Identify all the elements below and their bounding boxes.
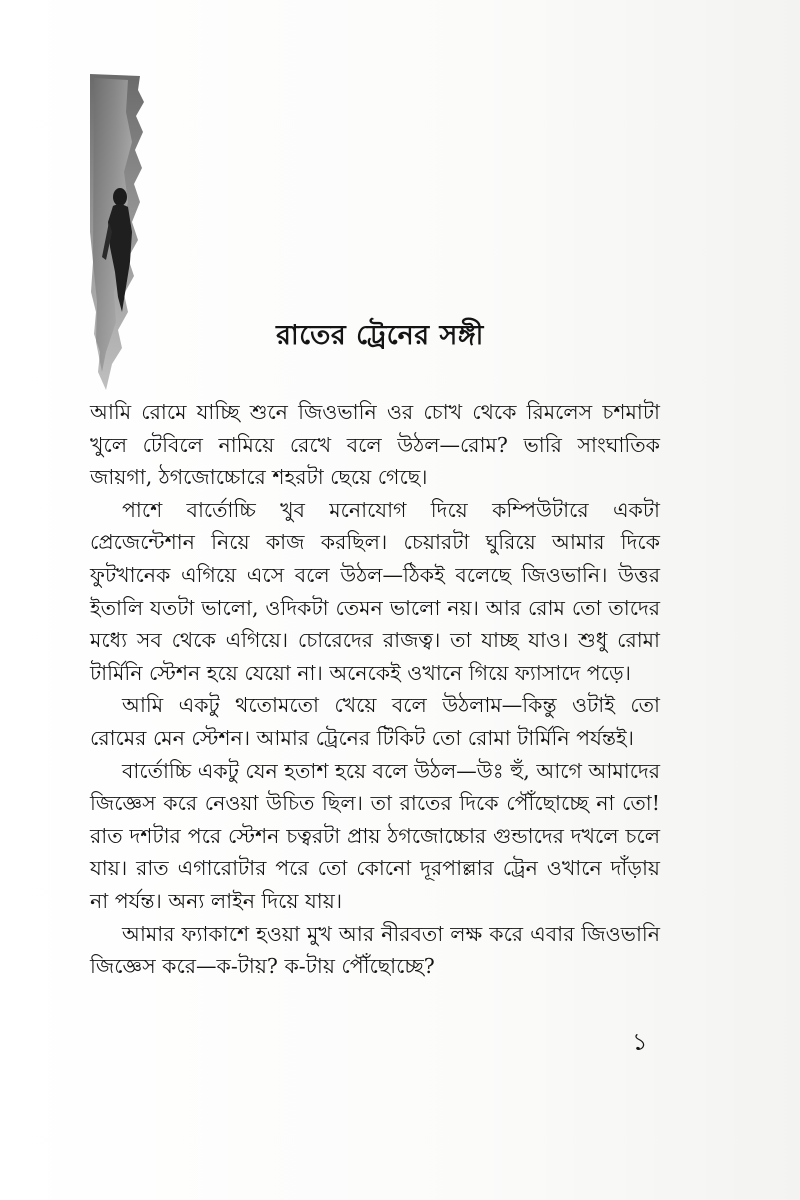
chapter-ornament-figure bbox=[88, 72, 158, 392]
paragraph-4: বার্তোচ্চি একটু যেন হতাশ হয়ে বলে উঠল—উঃ হুঁ, আগে আমাদের জিজ্ঞেস করে নেওয়া উচিত ছিল। তা রাতের দিকে পৌঁছোচ্ছে না তো! রাত দশটার পরে স্টেশন চত্বরটা প্রায় ঠগজোচ্চোর গুন্ডাদের দখলে চলে যায়। রাত এগারোটার পরে তো কোনো দূরপাল্লার ট্রেন ওখানে দাঁড়ায় না পর্যন্ত। অন্য লাইন দিয়ে যায়। bbox=[90, 758, 660, 913]
page-number: ১ bbox=[632, 1028, 648, 1056]
paragraph-5: আমার ফ্যাকাশে হওয়া মুখ আর নীরবতা লক্ষ করে এবার জিওভানি জিজ্ঞেস করে—ক-টায়? ক-টায় পৌঁছোচ্ছে? bbox=[90, 921, 660, 979]
story-body bbox=[90, 396, 660, 983]
paragraph-2: পাশে বার্তোচ্চি খুব মনোযোগ দিয়ে কম্পিউটারে একটা প্রেজেন্টেশান নিয়ে কাজ করছিল। চেয়ারটা ঘুরিয়ে আমার দিকে ফুটখানেক এগিয়ে এসে বলে উঠল—ঠিকই বলেছে জিওভানি। উত্তর ইতালি যতটা ভালো, ওদিকটা তেমন ভালো নয়। আর রোম তো তাদের মধ্যে সব থেকে এগিয়ে। চোরেদের রাজত্ব। তা যাচ্ছ যাও। শুধু রোমা টার্মিনি স্টেশন হয়ে যেয়ো না। অনেকেই ওখানে গিয়ে ফ্যাসাদে পড়ে। bbox=[90, 497, 660, 685]
paragraph-1: আমি রোমে যাচ্ছি শুনে জিওভানি ওর চোখ থেকে রিমলেস চশমাটা খুলে টেবিলে নামিয়ে রেখে বলে উঠল—রোম? ভারি সাংঘাতিক জায়গা, ঠগজোচ্চোরে শহরটা ছেয়ে গেছে। bbox=[90, 400, 660, 490]
chapter-title: রাতের ট্রেনের সঙ্গী bbox=[276, 320, 484, 351]
paragraph-3: আমি একটু থতোমতো খেয়ে বলে উঠলাম—কিন্তু ওটাই তো রোমের মেন স্টেশন। আমার ট্রেনের টিকিট তো রোমা টার্মিনি পর্যন্তই। bbox=[90, 693, 660, 750]
